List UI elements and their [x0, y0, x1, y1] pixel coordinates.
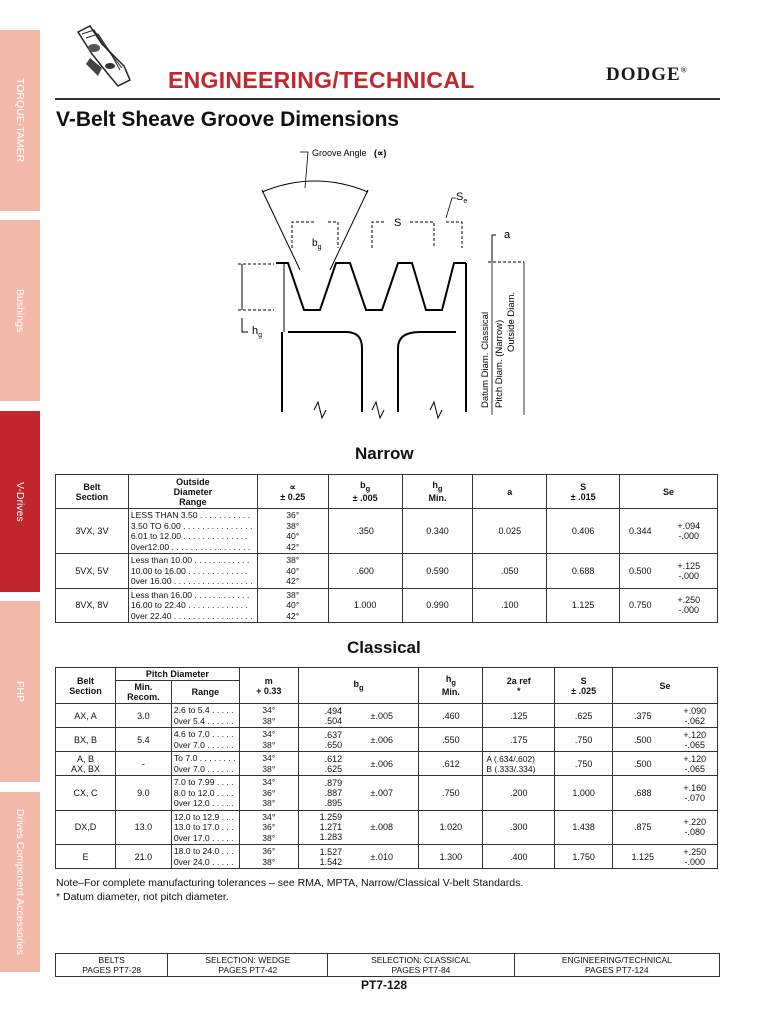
- col-m: m + 0.33: [239, 668, 298, 704]
- belt-section: BX, B: [56, 728, 116, 752]
- table-row: [56, 810, 718, 845]
- bg-values: 1.259 1.271 1.283: [298, 810, 345, 845]
- narrow-table: [55, 474, 718, 623]
- col-outside-diameter: Outside Diameter Range: [128, 475, 257, 509]
- hg-value: .460: [419, 704, 483, 728]
- tab-v-drives[interactable]: [0, 411, 40, 592]
- min-recom: -: [115, 752, 171, 776]
- logo-text: DODGE: [606, 64, 681, 85]
- se-label: $S_e$: [456, 191, 468, 205]
- bg-values: 1.527 1.542: [298, 845, 345, 869]
- s-value: .625: [555, 704, 613, 728]
- tab-drives-component-accessories[interactable]: [0, 792, 40, 972]
- hg-value: .612: [419, 752, 483, 776]
- bg-tolerance: ±.005: [345, 704, 419, 728]
- se-tolerance: +.090 -.062: [672, 704, 717, 728]
- groove-angles: 38° 40° 42°: [257, 588, 328, 623]
- se-tolerance: +.160 -.070: [672, 776, 717, 811]
- groove-diagram: [230, 140, 560, 430]
- groove-angles: 36° 38° 40° 42°: [257, 509, 328, 554]
- col-min-recom: Min. Recom.: [115, 681, 171, 704]
- se-value: .500: [613, 752, 673, 776]
- se-value: 0.500: [620, 554, 661, 589]
- narrow-heading: Narrow: [355, 444, 414, 463]
- footer-link-selection-classical[interactable]: SELECTION: CLASSICAL PAGES PT7-84: [328, 954, 514, 977]
- a-value: .100: [473, 588, 547, 623]
- footer-link-belts[interactable]: BELTS PAGES PT7-28: [56, 954, 168, 977]
- s-value: 0.406: [547, 509, 620, 554]
- belt-section: 5VX, 5V: [56, 554, 129, 589]
- se-value: .875: [613, 810, 673, 845]
- s-value: 0.688: [547, 554, 620, 589]
- col-belt-section: Belt Section: [56, 668, 116, 704]
- table-row: [56, 704, 718, 728]
- two-a-value: .175: [483, 728, 555, 752]
- bg-tolerance: ±.006: [345, 752, 419, 776]
- hg-value: 0.590: [402, 554, 473, 589]
- s-value: .750: [555, 728, 613, 752]
- s-value: 1.750: [555, 845, 613, 869]
- table-row: [56, 509, 718, 554]
- bg-label: $b_g$: [312, 238, 322, 251]
- pd-range: 4.6 to 7.0 . . . . . 0ver 7.0 . . . . . .: [171, 728, 239, 752]
- a-label: a: [504, 229, 511, 241]
- table-row: [56, 728, 718, 752]
- pitch-diam-label: Pitch Diam. (Narrow): [494, 319, 505, 408]
- dodge-logo: [606, 64, 688, 86]
- two-a-value: .400: [483, 845, 555, 869]
- tab-label: FHP: [14, 681, 26, 702]
- header-divider: [55, 98, 720, 100]
- datum-diam-label: Datum Diam. Classical: [480, 311, 491, 408]
- bg-value: .600: [328, 554, 402, 589]
- tab-torque-tamer[interactable]: [0, 30, 40, 211]
- tab-bushings[interactable]: [0, 220, 40, 401]
- col-2a-ref: 2a ref *: [483, 668, 555, 704]
- table-row: [56, 845, 718, 869]
- tab-label: V-Drives: [14, 481, 26, 522]
- footer-link-engineering-technical[interactable]: ENGINEERING/TECHNICAL PAGES PT7-124: [514, 954, 719, 977]
- footer-link-selection-wedge[interactable]: SELECTION: WEDGE PAGES PT7-42: [168, 954, 328, 977]
- belt-section: 8VX, 8V: [56, 588, 129, 623]
- registered-mark: ®: [680, 65, 688, 75]
- groove-angles: 34° 36° 38°: [239, 776, 298, 811]
- hg-value: 1.300: [419, 845, 483, 869]
- hg-value: .750: [419, 776, 483, 811]
- footer-links: [55, 953, 720, 977]
- tab-label: Drives Component Accessories: [14, 809, 26, 955]
- min-recom: 5.4: [115, 728, 171, 752]
- a-value: .050: [473, 554, 547, 589]
- se-value: .500: [613, 728, 673, 752]
- pd-range: 18.0 to 24.0 . . . 0ver 24.0 . . . . .: [171, 845, 239, 869]
- min-recom: 21.0: [115, 845, 171, 869]
- od-range: LESS THAN 3.50 . . . . . . . . . . . 3.50 TO 6.00 . . . . . . . . . . . . . . . 6.01 to 12.00 . . . . . . . . . . . . . . 0ver12.00 . . . . . . . . . . . . . . . . .: [128, 509, 257, 554]
- se-value: .688: [613, 776, 673, 811]
- col-bg: $b_g$ ± .005: [328, 475, 402, 509]
- bg-value: 1.000: [328, 588, 402, 623]
- alpha-label: (∝): [374, 148, 387, 158]
- se-tolerance: +.120 -.065: [672, 752, 717, 776]
- min-recom: 9.0: [115, 776, 171, 811]
- s-value: .750: [555, 752, 613, 776]
- col-belt-section: Belt Section: [56, 475, 129, 509]
- se-tolerance: +.125 -.000: [661, 554, 718, 589]
- bg-values: .637 .650: [298, 728, 345, 752]
- col-hg: $h_g$ Min.: [402, 475, 473, 509]
- bg-values: .612 .625: [298, 752, 345, 776]
- footnote: * Datum diameter, not pitch diameter.: [56, 891, 229, 903]
- bg-tolerance: ±.010: [345, 845, 419, 869]
- min-recom: 13.0: [115, 810, 171, 845]
- min-recom: 3.0: [115, 704, 171, 728]
- section-title: ENGINEERING/TECHNICAL: [168, 67, 475, 93]
- narrow-header-row: [56, 475, 718, 509]
- bg-tolerance: ±.007: [345, 776, 419, 811]
- two-a-value: .300: [483, 810, 555, 845]
- bg-values: .879 .887 .895: [298, 776, 345, 811]
- tolerance-note: Note–For complete manufacturing tolerances – see RMA, MPTA, Narrow/Classical V-belt Standards.: [56, 877, 524, 889]
- groove-angle-label: Groove Angle: [312, 148, 367, 158]
- belt-section: AX, A: [56, 704, 116, 728]
- col-range: Range: [171, 681, 239, 704]
- tab-label: Bushings: [14, 288, 26, 333]
- se-value: .375: [613, 704, 673, 728]
- table-row: [56, 752, 718, 776]
- classical-heading: Classical: [347, 638, 421, 657]
- pd-range: 7.0 to 7.99 . . . . 8.0 to 12.0 . . . . 0ver 12.0 . . . . .: [171, 776, 239, 811]
- sheave-belt-icon: [72, 24, 134, 88]
- hg-value: 0.990: [402, 588, 473, 623]
- pd-range: 12.0 to 12.9 . . . 13.0 to 17.0 . . . 0ver 17.0 . . . . .: [171, 810, 239, 845]
- se-tolerance: +.250 -.000: [661, 588, 718, 623]
- hg-value: 1.020: [419, 810, 483, 845]
- belt-section: DX,D: [56, 810, 116, 845]
- col-s: S ± .025: [555, 668, 613, 704]
- bg-values: .494 .504: [298, 704, 345, 728]
- col-hg: $h_g$ Min.: [419, 668, 483, 704]
- page-title: V-Belt Sheave Groove Dimensions: [56, 108, 400, 131]
- groove-angles: 34° 38°: [239, 728, 298, 752]
- col-pitch-diameter: Pitch Diameter: [115, 668, 239, 681]
- s-value: 1.125: [547, 588, 620, 623]
- groove-angles: 34° 36° 38°: [239, 810, 298, 845]
- belt-section: CX, C: [56, 776, 116, 811]
- table-row: [56, 588, 718, 623]
- col-s: S ± .015: [547, 475, 620, 509]
- s-value: 1.000: [555, 776, 613, 811]
- od-range: Less than 10.00 . . . . . . . . . . . . 10.00 to 16.00 . . . . . . . . . . . . . 0ver 16.00 . . . . . . . . . . . . . . . . .: [128, 554, 257, 589]
- two-a-value: .200: [483, 776, 555, 811]
- classical-header-row: [56, 668, 718, 681]
- hg-value: 0.340: [402, 509, 473, 554]
- table-row: [56, 554, 718, 589]
- bg-tolerance: ±.006: [345, 728, 419, 752]
- two-a-value: A (.634/.602) B (.333/.334): [483, 752, 555, 776]
- belt-section: E: [56, 845, 116, 869]
- col-se: Se: [620, 475, 718, 509]
- belt-section: 3VX, 3V: [56, 509, 129, 554]
- se-tolerance: +.094 -.000: [661, 509, 718, 554]
- col-se: Se: [613, 668, 718, 704]
- se-value: 0.750: [620, 588, 661, 623]
- sidebar: [0, 30, 40, 972]
- page-number: PT7-128: [360, 978, 408, 992]
- hg-label: $h_g$: [252, 325, 263, 339]
- pd-range: 2.6 to 5.4 . . . . . 0ver 5.4 . . . . . .: [171, 704, 239, 728]
- tab-label: TORQUE-TAMER: [14, 78, 26, 163]
- belt-section: A, B AX, BX: [56, 752, 116, 776]
- outside-diam-label: Outside Diam.: [506, 291, 517, 352]
- a-value: 0.025: [473, 509, 547, 554]
- s-label: S: [394, 217, 402, 229]
- groove-angles: 38° 40° 42°: [257, 554, 328, 589]
- groove-angles: 34° 38°: [239, 752, 298, 776]
- bg-value: .350: [328, 509, 402, 554]
- col-a: a: [473, 475, 547, 509]
- tab-fhp[interactable]: [0, 601, 40, 782]
- od-range: Less than 16.00 . . . . . . . . . . . . 16.00 to 22.40 . . . . . . . . . . . . . 0ver 22.40 . . . . . . . . . . . . . . . . .: [128, 588, 257, 623]
- bg-tolerance: ±.008: [345, 810, 419, 845]
- se-value: 0.344: [620, 509, 661, 554]
- two-a-value: .125: [483, 704, 555, 728]
- table-row: [56, 776, 718, 811]
- se-tolerance: +.120 -.065: [672, 728, 717, 752]
- classical-table: [55, 667, 718, 869]
- hg-value: .550: [419, 728, 483, 752]
- s-value: 1.438: [555, 810, 613, 845]
- groove-angles: 34° 38°: [239, 704, 298, 728]
- se-tolerance: +.250 -.000: [672, 845, 717, 869]
- col-alpha: ∝ ± 0.25: [257, 475, 328, 509]
- pd-range: To 7.0 . . . . . . . . 0ver 7.0 . . . . . .: [171, 752, 239, 776]
- col-bg: $b_g$: [298, 668, 419, 704]
- groove-angles: 36° 38°: [239, 845, 298, 869]
- se-tolerance: +.220 -.080: [672, 810, 717, 845]
- se-value: 1.125: [613, 845, 673, 869]
